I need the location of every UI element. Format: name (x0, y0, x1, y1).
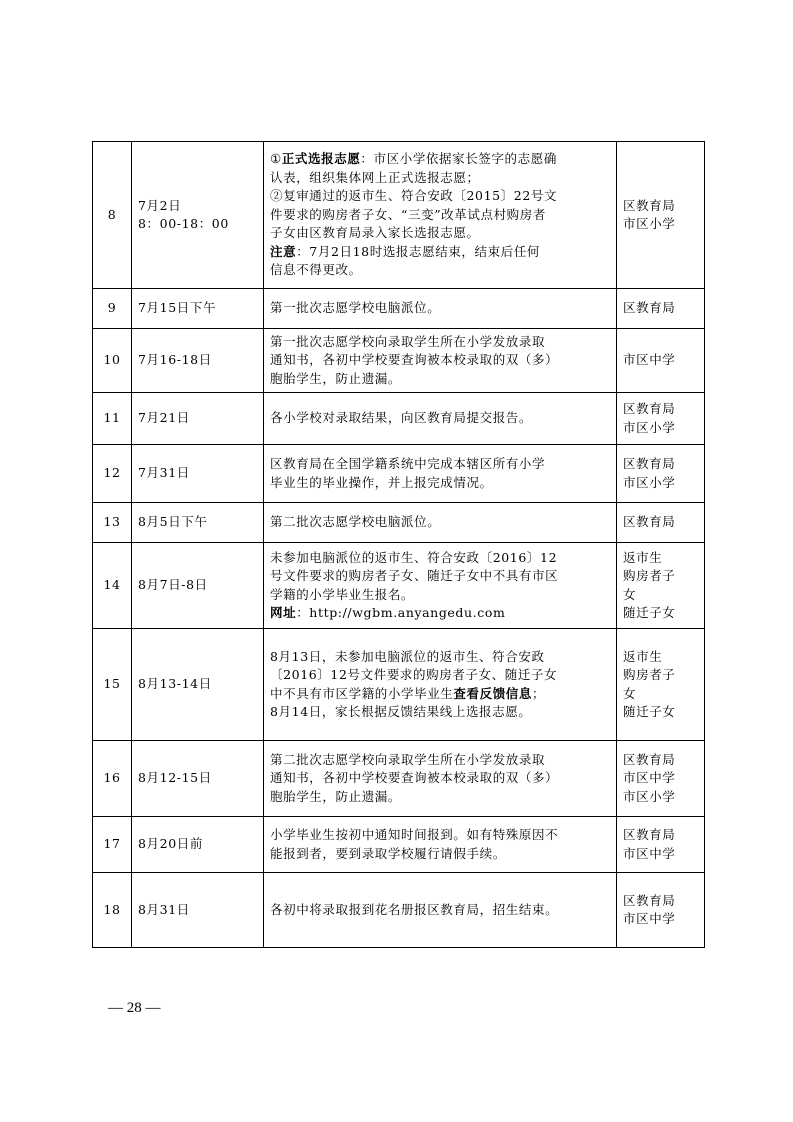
row-number-cell: 13 (93, 503, 132, 543)
content-text: 未参加电脑派位的返市生、符合安政〔2016〕12 (270, 549, 558, 565)
date-cell (132, 503, 264, 543)
content-line (270, 299, 610, 318)
content-cell (264, 289, 617, 329)
date-cell (132, 445, 264, 503)
date-cell (132, 289, 264, 329)
content-text: 信息不得更改。 (270, 262, 362, 278)
schedule-body (93, 142, 705, 948)
responsible-party-line: 购房者子 (623, 568, 676, 583)
responsible-party-cell (617, 629, 705, 741)
responsible-party-line: 区教育局 (623, 300, 676, 316)
content-text: ① (270, 151, 282, 167)
table-row (93, 873, 705, 948)
responsible-party-line: 区教育局 (623, 514, 676, 530)
content-cell (264, 741, 617, 817)
date-line: 8：00-18：00 (138, 216, 229, 231)
content-line (270, 648, 610, 667)
responsible-party-line: 市区小学 (623, 474, 676, 490)
responsible-party-cell (617, 445, 705, 503)
responsible-party-line: 市区小学 (623, 788, 676, 804)
row-number-cell: 8 (93, 142, 132, 289)
date-line: 8月5日下午 (138, 514, 208, 530)
responsible-party-line: 区教育局 (623, 401, 676, 416)
row-number-cell: 14 (93, 543, 132, 629)
content-line (270, 751, 610, 770)
content-line (270, 224, 610, 243)
content-line (270, 409, 610, 428)
row-number-cell: 16 (93, 741, 132, 817)
content-cell (264, 142, 617, 289)
table-row (93, 741, 705, 817)
date-line: 8月12-15日 (138, 770, 212, 786)
content-line (270, 549, 610, 568)
content-line (270, 169, 610, 188)
responsible-party-line: 区教育局 (623, 197, 676, 213)
table-row (93, 817, 705, 873)
content-text: 子女由区教育局录入家长选报志愿。 (270, 225, 480, 241)
content-text: 通知书，各初中学校要查询被本校录取的双（多） (270, 352, 559, 368)
content-line (270, 333, 610, 352)
emphasis-text: 注意 (270, 243, 297, 259)
content-cell (264, 873, 617, 948)
responsible-party-line: 随迁子女 (623, 605, 676, 620)
date-cell (132, 741, 264, 817)
table-row (93, 445, 705, 503)
date-line: 7月16-18日 (138, 352, 212, 368)
content-line (270, 685, 610, 704)
date-line: 7月31日 (138, 465, 190, 481)
responsible-party-line: 区教育局 (623, 892, 676, 908)
responsible-party-line: 随迁子女 (623, 704, 676, 719)
content-text: ； (532, 685, 546, 701)
content-text: 小学毕业生按初中通知时间报到。如有特殊原因不 (270, 827, 559, 842)
date-cell (132, 543, 264, 629)
date-cell (132, 629, 264, 741)
content-text: 8月14日，家长根据反馈结果线上选报志愿。 (270, 704, 532, 719)
date-cell (132, 393, 264, 445)
content-line (270, 351, 610, 370)
content-text: 胞胎学生，防止遗漏。 (270, 370, 402, 386)
responsible-party-cell (617, 503, 705, 543)
date-cell (132, 873, 264, 948)
content-line (270, 206, 610, 225)
content-cell (264, 329, 617, 393)
content-text: 第一批次志愿学校向录取学生所在小学发放录取 (270, 333, 546, 349)
responsible-party-cell (617, 873, 705, 948)
responsible-party-line: 市区中学 (623, 352, 676, 368)
content-text: ②复审通过的返市生、符合安政〔2015〕22号文 (270, 188, 558, 204)
content-line (270, 769, 610, 788)
row-number-cell: 12 (93, 445, 132, 503)
date-line: 7月15日下午 (138, 300, 217, 316)
content-line (270, 513, 610, 532)
content-line (270, 666, 610, 685)
content-text: 〔2016〕12号文件要求的购房者子女、随迁子女 (270, 667, 558, 682)
content-text: 各初中将录取报到花名册报区教育局，招生结束。 (270, 901, 559, 917)
responsible-party-cell (617, 543, 705, 629)
content-text: 区教育局在全国学籍系统中完成本辖区所有小学 (270, 456, 546, 471)
content-text: ：http://wgbm.anyangedu.com (296, 605, 506, 620)
row-number-cell: 9 (93, 289, 132, 329)
content-line (270, 567, 610, 586)
responsible-party-cell (617, 741, 705, 817)
table-row (93, 503, 705, 543)
responsible-party-line: 区教育局 (623, 456, 676, 471)
date-line: 8月13-14日 (138, 676, 212, 692)
date-line: 7月2日 (138, 197, 182, 213)
content-line (270, 586, 610, 605)
content-text: 第二批次志愿学校电脑派位。 (270, 514, 441, 530)
content-text: ：7月2日18时选报志愿结束，结束后任何 (296, 243, 541, 259)
date-line: 8月20日前 (138, 836, 203, 852)
content-line (270, 187, 610, 206)
responsible-party-line: 市区中学 (623, 911, 676, 926)
content-line (270, 455, 610, 474)
row-number-cell: 15 (93, 629, 132, 741)
date-line: 8月31日 (138, 901, 190, 917)
responsible-party-line: 返市生 (623, 549, 663, 565)
content-text: 中不具有市区学籍的小学毕业生 (270, 685, 454, 701)
responsible-party-cell (617, 289, 705, 329)
content-cell (264, 503, 617, 543)
responsible-party-line: 女 (623, 586, 637, 602)
content-line (270, 788, 610, 807)
content-line (270, 150, 610, 169)
table-row (93, 329, 705, 393)
content-line (270, 826, 610, 845)
emphasis-text: 正式选报志愿 (281, 151, 361, 167)
content-text: 第一批次志愿学校电脑派位。 (270, 300, 441, 316)
content-line (270, 370, 610, 389)
responsible-party-line: 区教育局 (623, 827, 676, 842)
content-text: 学籍的小学毕业生报名。 (270, 586, 415, 602)
content-cell (264, 817, 617, 873)
content-line (270, 901, 610, 920)
content-text: 胞胎学生，防止遗漏。 (270, 788, 402, 804)
content-text: 各小学校对录取结果，向区教育局提交报告。 (270, 410, 533, 426)
content-cell (264, 543, 617, 629)
content-cell (264, 393, 617, 445)
responsible-party-cell (617, 817, 705, 873)
content-text: ：市区小学依据家长签字的志愿确 (360, 151, 557, 167)
responsible-party-line: 返市生 (623, 648, 663, 664)
row-number-cell: 10 (93, 329, 132, 393)
responsible-party-line: 购房者子 (623, 667, 676, 682)
date-line: 8月7日-8日 (138, 577, 208, 593)
content-line (270, 474, 610, 493)
content-text: 件要求的购房者子女、“三变”改革试点村购房者 (270, 206, 546, 222)
content-line (270, 703, 610, 722)
responsible-party-line: 市区中学 (623, 770, 676, 786)
date-cell (132, 142, 264, 289)
responsible-party-line: 市区中学 (623, 845, 676, 861)
enrollment-schedule-table (92, 141, 705, 948)
table-row (93, 543, 705, 629)
responsible-party-line: 女 (623, 685, 637, 701)
responsible-party-cell (617, 329, 705, 393)
content-text: 认表，组织集体网上正式选报志愿； (270, 169, 480, 185)
content-text: 毕业生的毕业操作，并上报完成情况。 (270, 474, 493, 490)
page-number: — 28 — (108, 1000, 161, 1016)
date-cell (132, 329, 264, 393)
table-row (93, 289, 705, 329)
table-row (93, 142, 705, 289)
content-text: 通知书，各初中学校要查询被本校录取的双（多） (270, 770, 559, 786)
date-line: 7月21日 (138, 410, 190, 426)
content-line (270, 261, 610, 280)
content-text: 号文件要求的购房者子女、随迁子女中不具有市区 (270, 568, 559, 583)
emphasis-text: 网址 (270, 605, 297, 620)
responsible-party-cell (617, 142, 705, 289)
content-line (270, 604, 610, 623)
table-row (93, 629, 705, 741)
emphasis-text: 查看反馈信息 (453, 685, 533, 701)
content-text: 能报到者，要到录取学校履行请假手续。 (270, 845, 506, 861)
table-row (93, 393, 705, 445)
content-cell (264, 629, 617, 741)
content-line (270, 845, 610, 864)
date-cell (132, 817, 264, 873)
content-text: 8月13日，未参加电脑派位的返市生、符合安政 (270, 648, 545, 664)
content-line (270, 243, 610, 262)
row-number-cell: 18 (93, 873, 132, 948)
content-text: 第二批次志愿学校向录取学生所在小学发放录取 (270, 751, 546, 767)
row-number-cell: 11 (93, 393, 132, 445)
responsible-party-line: 市区小学 (623, 216, 676, 231)
responsible-party-line: 区教育局 (623, 751, 676, 767)
row-number-cell: 17 (93, 817, 132, 873)
content-cell (264, 445, 617, 503)
responsible-party-cell (617, 393, 705, 445)
responsible-party-line: 市区小学 (623, 419, 676, 435)
